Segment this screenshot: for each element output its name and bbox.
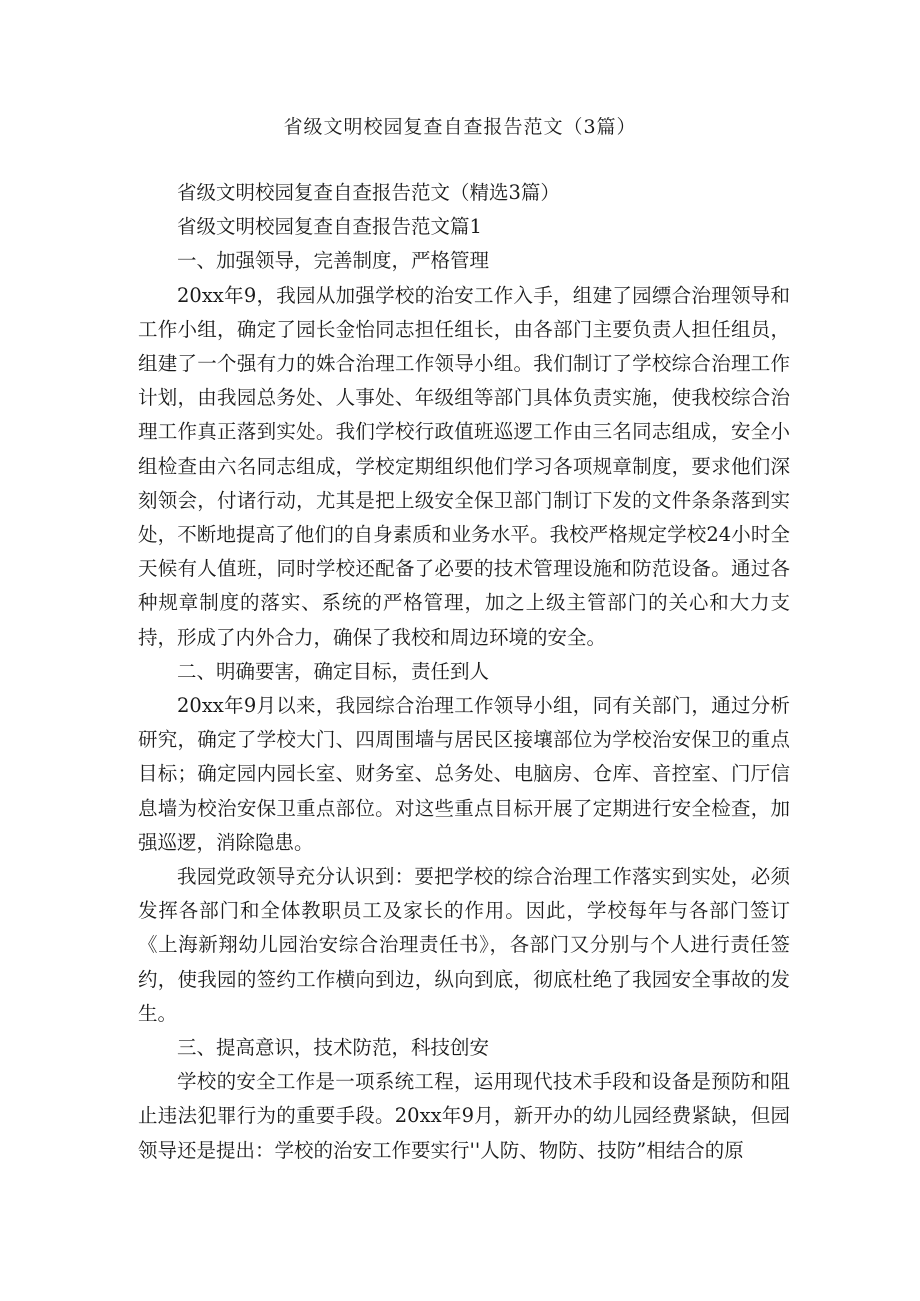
paragraph-4: 学校的安全工作是一项系统工程，运用现代技术手段和设备是预防和阻止违法犯罪行为的重要手段。20xx年9月，新开办的幼儿园经费紧缺，但园领导还是提出：学校的治安工作要实行''人防、物防、技防”相结合的原 [138,1070,790,1162]
section-title: 省级文明校园复查自查报告范文篇1 [177,215,482,239]
document-title: 省级文明校园复查自查报告范文（3篇） [283,116,637,138]
subtitle-line: 省级文明校园复查自查报告范文（精选3篇） [177,181,560,204]
heading-2: 二、明确要害，确定目标，责任到人 [177,659,490,683]
heading-3: 三、提高意识，技术防范，科技创安 [177,1036,490,1060]
paragraph-2: 20xx年9月以来，我园综合治理工作领导小组，同有关部门，通过分析研究，确定了学校大门、四周围墙与居民区接壤部位为学校治安保卫的重点目标；确定园内园长室、财务室、总务处、电脑房、仓库、音控室、门厅信息墙为校治安保卫重点部位。对这些重点目标开展了定期进行安全检查，加强巡逻，消除隐患。 [138,694,790,854]
heading-1: 一、加强领导，完善制度，严格管理 [177,249,490,273]
paragraph-1: 20xx年9，我园从加强学校的治安工作入手，组建了园缥合治理领导和工作小组，确定了园长金怡同志担任组长，由各部门主要负责人担任组员，组建了一个强有力的姝合治理工作领导小组。我们制订了学校综合治理工作计划，由我园总务处、人事处、年级组等部门具体负责实施，使我校综合治理工作真正落到实处。我们学校行政值班巡逻工作由三名同志组成，安全小组检查由六名同志组成，学校定期组织他们学习各项规章制度，要求他们深刻领会，付诸行动，尤其是把上级安全保卫部门制订下发的文件条条落到实处，不断地提高了他们的自身素质和业务水平。我校严格规定学校24小时全天候有人值班，同时学校还配备了必要的技术管理设施和防范设备。通过各种规章制度的落实、系统的严格管理，加之上级主管部门的关心和大力支持，形成了内外合力，确保了我校和周边环境的安全。 [138,283,790,649]
paragraph-3: 我园党政领导充分认识到：要把学校的综合治理工作落实到实处，必须发挥各部门和全体教职员工及家长的作用。因此，学校每年与各部门签订《上海新翔幼儿园治安综合治理责任书》，各部门又分别与个人进行责任签约，使我园的签约工作横向到边，纵向到底，彻底杜绝了我园安全事故的发生。 [138,865,790,1025]
document-body [138,176,790,1168]
